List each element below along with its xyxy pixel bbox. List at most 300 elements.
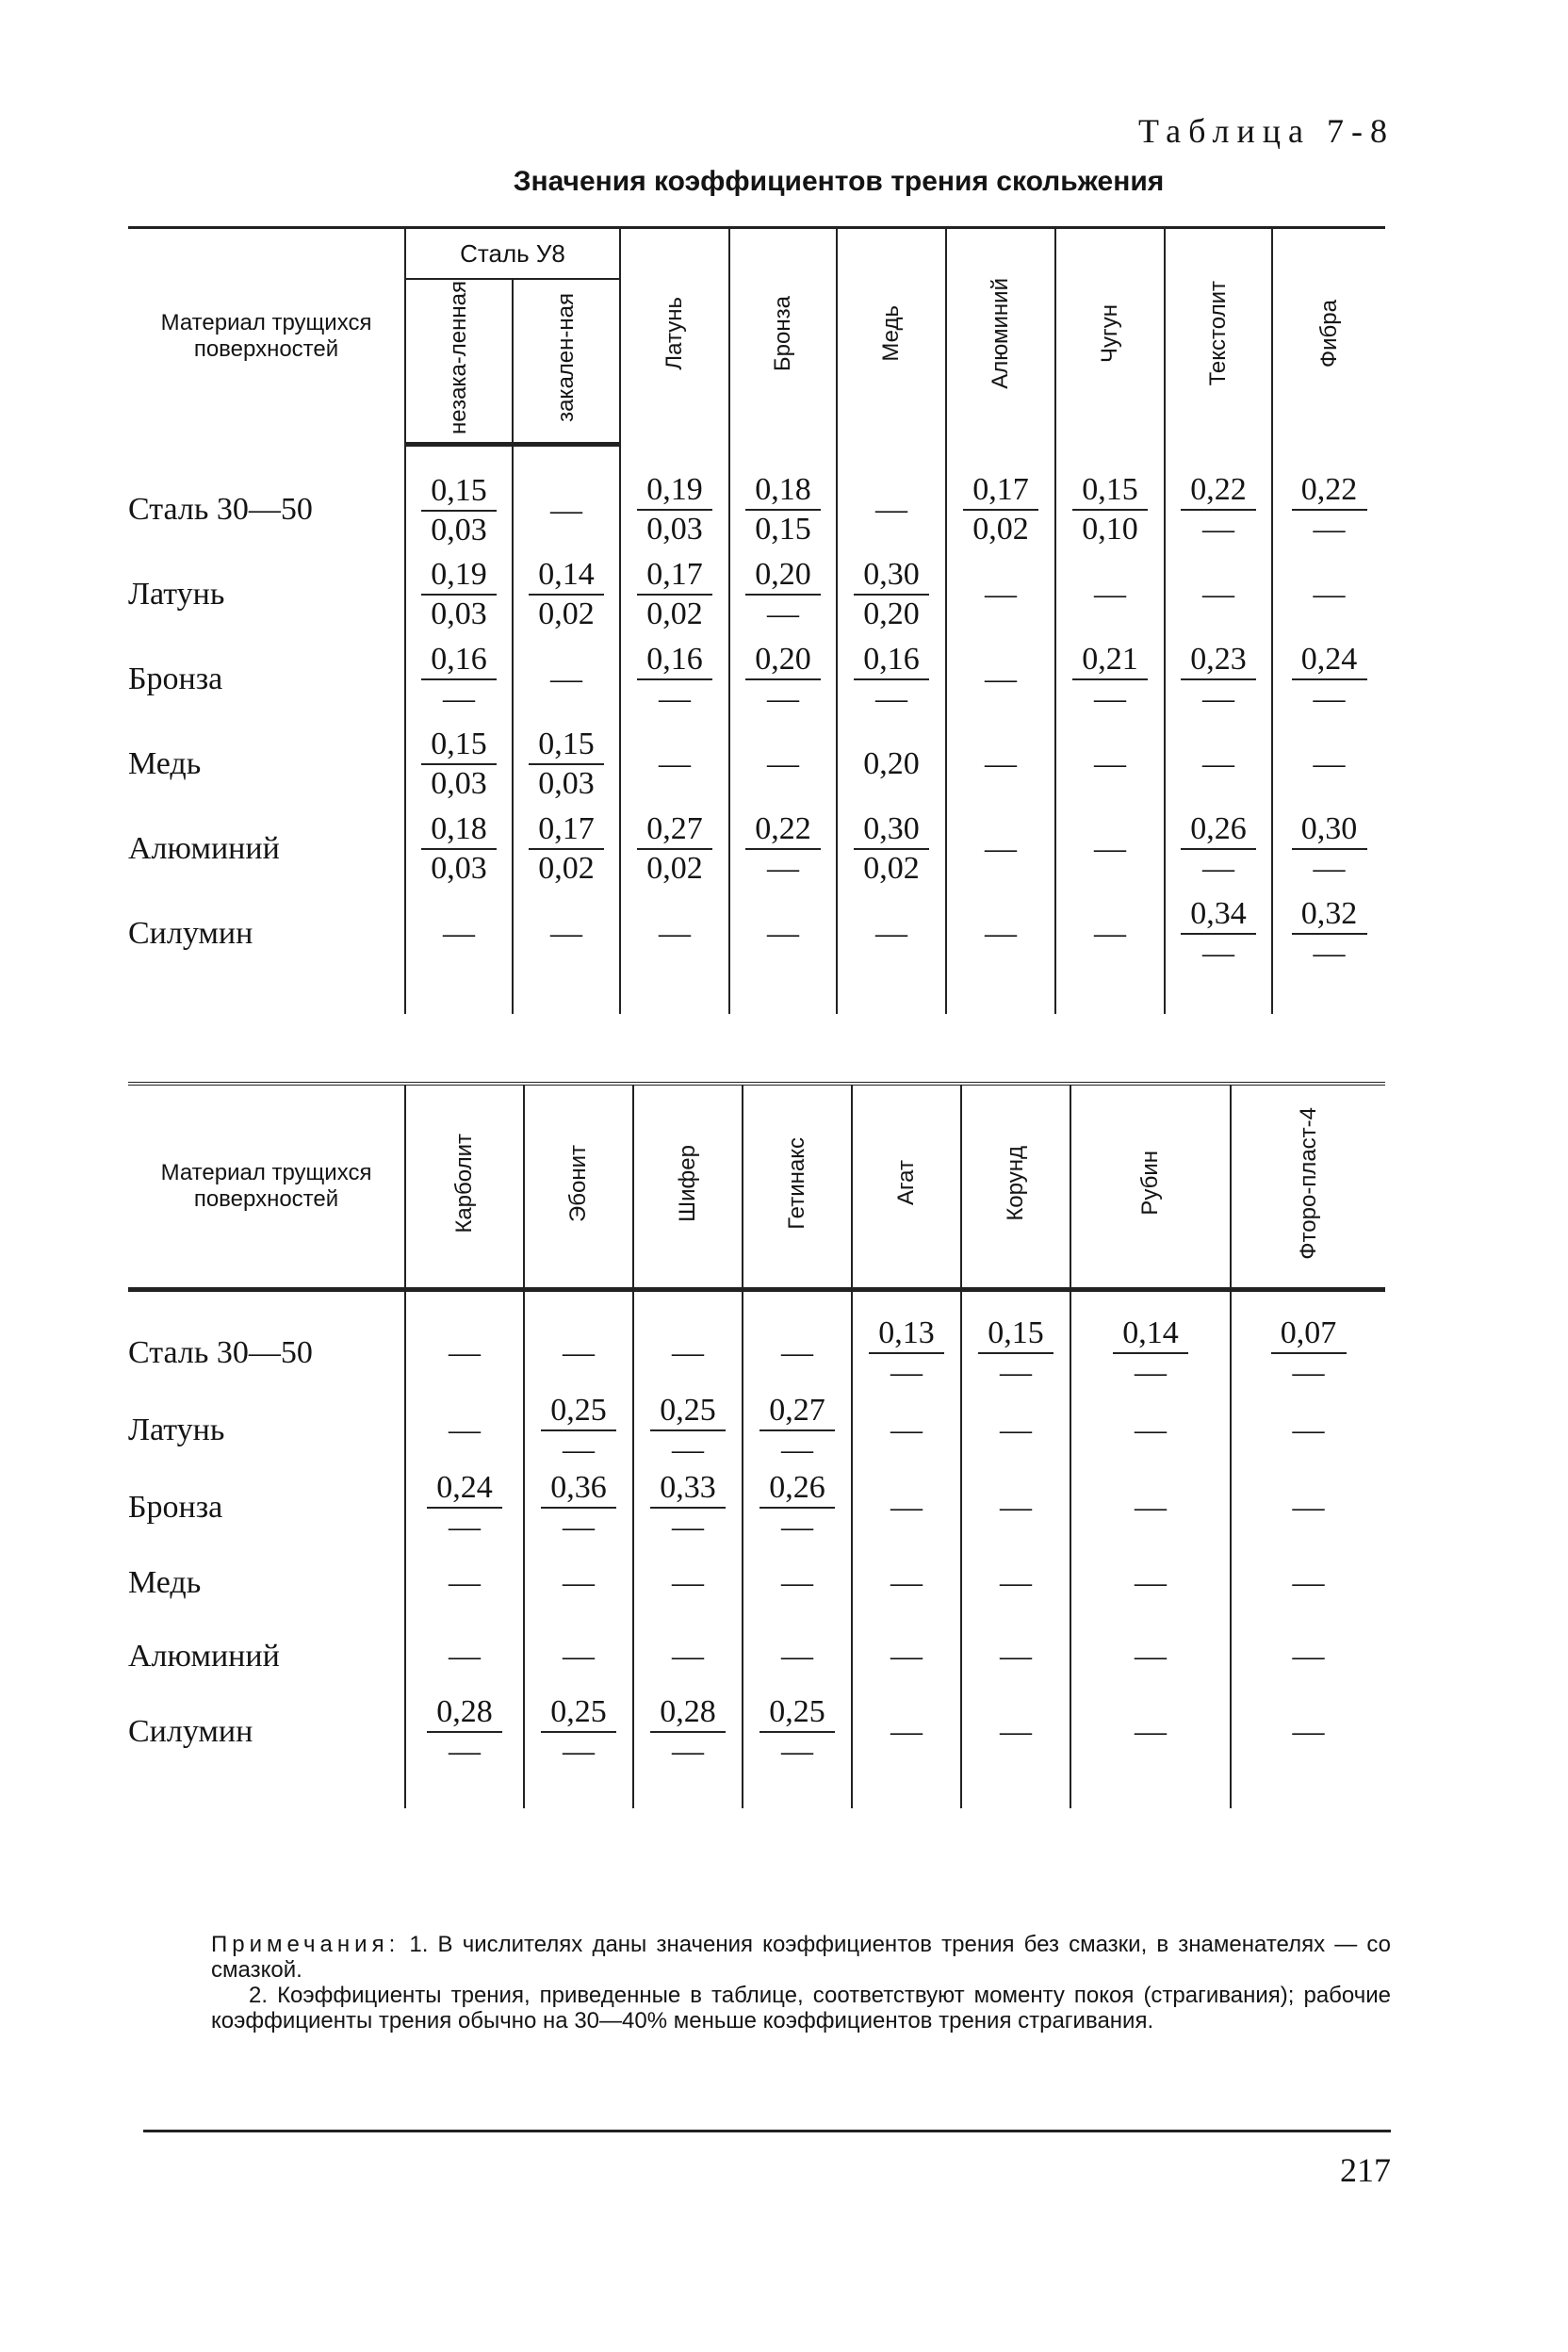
fraction-value	[854, 641, 929, 718]
table-cell	[1055, 445, 1165, 552]
table-cell	[1272, 807, 1385, 891]
table-cell	[961, 1290, 1070, 1393]
table-cell	[743, 1392, 852, 1469]
fraction-value	[1292, 641, 1367, 718]
numerator-dry: 0,25	[541, 1392, 616, 1431]
cell-value: —	[767, 915, 799, 951]
table1-col-header: Бронза	[729, 228, 837, 445]
numerator-dry: 0,18	[745, 471, 821, 511]
cell-value: —	[449, 1639, 481, 1674]
numerator-dry: 0,15	[421, 726, 497, 765]
denominator-lubricated: —	[659, 680, 691, 716]
fraction-value	[854, 810, 929, 888]
table-cell	[620, 637, 729, 722]
cell-value: —	[875, 491, 907, 527]
cell-value: —	[563, 1335, 595, 1370]
table-cell	[743, 1693, 852, 1808]
fraction-value	[541, 1693, 616, 1771]
denominator-lubricated: —	[1313, 680, 1346, 716]
table-cell	[946, 807, 1055, 891]
table-cell	[633, 1392, 743, 1469]
cell-value: —	[659, 915, 691, 951]
table-cell	[620, 722, 729, 807]
table-cell	[405, 1392, 524, 1469]
table-cell	[524, 1469, 633, 1546]
table-cell	[513, 807, 620, 891]
fraction-value	[529, 810, 604, 888]
denominator-lubricated: 0,10	[1082, 511, 1138, 547]
table2-col-header: Эбонит	[524, 1084, 633, 1290]
table-cell	[852, 1620, 961, 1693]
cell-value: —	[1000, 1413, 1032, 1447]
cell-value: —	[985, 745, 1017, 781]
table-cell	[620, 552, 729, 637]
fraction-value	[421, 472, 497, 549]
cell-value: —	[1135, 1490, 1167, 1525]
table-cell	[513, 445, 620, 552]
denominator-lubricated: —	[781, 1510, 813, 1544]
cell-value: —	[1094, 830, 1126, 866]
cell-value: —	[443, 915, 475, 951]
table-row	[128, 1469, 1385, 1546]
table-cell	[1070, 1620, 1231, 1693]
numerator-dry: 0,24	[1292, 641, 1367, 680]
cell-value: —	[781, 1565, 813, 1600]
table-row	[128, 552, 1385, 637]
denominator-lubricated: —	[1292, 1355, 1325, 1390]
numerator-dry: 0,30	[854, 556, 929, 596]
cell-value: —	[563, 1639, 595, 1674]
table-cell	[729, 807, 837, 891]
numerator-dry: 0,14	[529, 556, 604, 596]
table-cell	[633, 1469, 743, 1546]
table-cell	[961, 1469, 1070, 1546]
table-cell	[405, 637, 513, 722]
denominator-lubricated: —	[563, 1510, 595, 1544]
cell-value: —	[1292, 1413, 1325, 1447]
table-cell	[1272, 637, 1385, 722]
fraction-value	[869, 1315, 944, 1392]
table-cell	[946, 552, 1055, 637]
table-row	[128, 1620, 1385, 1693]
table-cell	[620, 445, 729, 552]
fraction-value	[1292, 895, 1367, 972]
numerator-dry: 0,20	[745, 556, 821, 596]
table-cell	[1070, 1469, 1231, 1546]
table-cell	[405, 445, 513, 552]
table-cell	[837, 891, 946, 1014]
table-cell	[1165, 637, 1272, 722]
table1-col-header: Медь	[837, 228, 946, 445]
table1-col-header: Алюминий	[946, 228, 1055, 445]
table-cell	[1272, 445, 1385, 552]
table-number-label: Таблица 7-8	[1138, 112, 1395, 150]
numerator-dry: 0,22	[1292, 471, 1367, 511]
fraction-value	[637, 641, 712, 718]
table1-col-header: Текстолит	[1165, 228, 1272, 445]
table-cell	[946, 891, 1055, 1014]
table1-col-header: Чугун	[1055, 228, 1165, 445]
table-cell	[961, 1620, 1070, 1693]
table-cell	[633, 1290, 743, 1393]
table-cell	[1231, 1469, 1385, 1546]
denominator-lubricated: —	[1202, 511, 1234, 547]
fraction-value	[760, 1693, 835, 1771]
numerator-dry: 0,32	[1292, 895, 1367, 935]
table-cell	[1055, 552, 1165, 637]
row-label: Медь	[128, 745, 202, 781]
table-cell	[852, 1392, 961, 1469]
table1-corner-header: Материал трущихся поверхностей	[160, 310, 372, 363]
table-cell	[405, 1546, 524, 1620]
cell-value: —	[1202, 745, 1234, 781]
table-cell	[729, 891, 837, 1014]
table1-body	[128, 445, 1385, 1014]
cell-value: —	[1313, 576, 1346, 612]
notes-heading: Примечания:	[211, 1932, 400, 1957]
table-cell	[852, 1290, 961, 1393]
row-label: Алюминий	[128, 1639, 280, 1674]
cell-value: —	[1135, 1413, 1167, 1447]
table-row	[128, 1546, 1385, 1620]
fraction-value	[1072, 641, 1148, 718]
denominator-lubricated: —	[1000, 1355, 1032, 1390]
numerator-dry: 0,25	[650, 1392, 726, 1431]
denominator-lubricated: —	[449, 1510, 481, 1544]
table2-body	[128, 1290, 1385, 1809]
fraction-value	[541, 1469, 616, 1546]
cell-value: —	[672, 1565, 704, 1600]
table2-corner-header: Материал трущихся поверхностей	[128, 1084, 405, 1290]
table-row	[128, 722, 1385, 807]
table2-col-header: Агат	[852, 1084, 961, 1290]
table-cell	[513, 552, 620, 637]
denominator-lubricated: 0,15	[755, 511, 811, 547]
table-cell	[633, 1693, 743, 1808]
numerator-dry: 0,30	[1292, 810, 1367, 850]
denominator-lubricated: 0,03	[538, 765, 595, 801]
fraction-value	[541, 1392, 616, 1469]
cell-value: —	[1094, 745, 1126, 781]
table-cell	[1165, 891, 1272, 1014]
table-cell	[729, 722, 837, 807]
numerator-dry: 0,34	[1181, 895, 1256, 935]
cell-value: —	[890, 1565, 923, 1600]
numerator-dry: 0,27	[760, 1392, 835, 1431]
fraction-value	[1072, 471, 1148, 548]
table1-col-header: закален-ная	[513, 279, 620, 445]
row-label: Сталь 30—50	[128, 1335, 313, 1370]
table-row	[128, 445, 1385, 552]
denominator-lubricated: —	[767, 596, 799, 631]
cell-value: —	[890, 1490, 923, 1525]
table-cell	[1165, 722, 1272, 807]
denominator-lubricated: —	[1202, 680, 1234, 716]
table-cell	[1231, 1693, 1385, 1808]
row-label: Бронза	[128, 1490, 223, 1525]
friction-table-metals	[128, 226, 1385, 1014]
denominator-lubricated: —	[1202, 935, 1234, 971]
cell-value: —	[672, 1639, 704, 1674]
note-2: 2. Коэффициенты трения, приведенные в таблице, соответствуют моменту покоя (страгивания); рабочие коэффициенты трения обычно на 30—40% меньше коэффициентов трения страгивания.	[211, 1983, 1391, 2034]
numerator-dry: 0,22	[745, 810, 821, 850]
table2-col-header: Карболит	[405, 1084, 524, 1290]
fraction-value	[1292, 471, 1367, 548]
friction-table-nonmetals	[128, 1082, 1385, 1808]
table-cell	[961, 1546, 1070, 1620]
cell-value: —	[875, 915, 907, 951]
denominator-lubricated: —	[875, 680, 907, 716]
table-cell	[946, 637, 1055, 722]
table-row	[128, 807, 1385, 891]
cell-value: —	[659, 745, 691, 781]
table-cell	[837, 637, 946, 722]
table2-col-header: Рубин	[1070, 1084, 1231, 1290]
fraction-value	[745, 810, 821, 888]
denominator-lubricated: 0,03	[431, 850, 487, 886]
table2-col-header: Шифер	[633, 1084, 743, 1290]
fraction-value	[421, 726, 497, 803]
table-cell	[513, 637, 620, 722]
cell-value: —	[563, 1565, 595, 1600]
denominator-lubricated: 0,02	[646, 850, 703, 886]
table-cell	[405, 1469, 524, 1546]
table-cell	[852, 1693, 961, 1808]
cell-value: —	[672, 1335, 704, 1370]
denominator-lubricated: —	[1313, 850, 1346, 886]
fraction-value	[1181, 471, 1256, 548]
row-label: Сталь 30—50	[128, 491, 313, 527]
table-cell	[837, 807, 946, 891]
table-cell	[852, 1469, 961, 1546]
denominator-lubricated: —	[767, 850, 799, 886]
fraction-value	[745, 641, 821, 718]
fraction-value	[427, 1693, 502, 1771]
table-cell	[405, 552, 513, 637]
numerator-dry: 0,15	[529, 726, 604, 765]
denominator-lubricated: 0,02	[863, 850, 920, 886]
table-cell	[620, 807, 729, 891]
row-label: Латунь	[128, 576, 225, 612]
cell-value: —	[1094, 576, 1126, 612]
table-cell	[620, 891, 729, 1014]
table-cell	[524, 1290, 633, 1393]
cell-value: —	[781, 1335, 813, 1370]
numerator-dry: 0,27	[637, 810, 712, 850]
row-label: Силумин	[128, 1714, 253, 1749]
table-cell	[837, 445, 946, 552]
numerator-dry: 0,16	[854, 641, 929, 680]
table-row	[128, 1392, 1385, 1469]
denominator-lubricated: 0,03	[431, 765, 487, 801]
numerator-dry: 0,26	[1181, 810, 1256, 850]
denominator-lubricated: —	[563, 1432, 595, 1467]
note-1: 1. В числителях даны значения коэффициентов трения без смазки, в знаменателях — со смазкой.	[211, 1932, 1391, 1983]
table-cell	[1231, 1290, 1385, 1393]
denominator-lubricated: —	[781, 1734, 813, 1769]
numerator-dry: 0,15	[978, 1315, 1054, 1354]
denominator-lubricated: 0,02	[972, 511, 1029, 547]
row-label: Латунь	[128, 1413, 225, 1447]
row-label: Силумин	[128, 915, 253, 951]
numerator-dry: 0,17	[637, 556, 712, 596]
table-cell	[1070, 1392, 1231, 1469]
table-cell	[1070, 1693, 1231, 1808]
fraction-value	[963, 471, 1038, 548]
denominator-lubricated: 0,03	[431, 512, 487, 547]
denominator-lubricated: —	[1094, 680, 1126, 716]
table-row	[128, 1290, 1385, 1393]
table-cell	[729, 552, 837, 637]
table-row	[128, 1693, 1385, 1808]
table-cell	[1165, 552, 1272, 637]
cell-value: —	[550, 915, 582, 951]
fraction-value	[760, 1392, 835, 1469]
cell-value: —	[1313, 745, 1346, 781]
table-cell	[1231, 1392, 1385, 1469]
table-cell	[405, 891, 513, 1014]
numerator-dry: 0,15	[1072, 471, 1148, 511]
denominator-lubricated: 0,02	[538, 850, 595, 886]
denominator-lubricated: —	[563, 1734, 595, 1769]
fraction-value	[1271, 1315, 1347, 1392]
cell-value: —	[890, 1714, 923, 1749]
denominator-lubricated: —	[1135, 1355, 1167, 1390]
page-number: 217	[1340, 2151, 1391, 2189]
fraction-value	[978, 1315, 1054, 1392]
numerator-dry: 0,24	[427, 1469, 502, 1509]
cell-value: —	[1000, 1565, 1032, 1600]
table-cell	[405, 1693, 524, 1808]
denominator-lubricated: 0,03	[431, 596, 487, 631]
denominator-lubricated: 0,20	[863, 596, 920, 631]
numerator-dry: 0,20	[745, 641, 821, 680]
table-cell	[524, 1546, 633, 1620]
table-cell	[1055, 722, 1165, 807]
cell-value: —	[550, 492, 582, 528]
numerator-dry: 0,25	[760, 1693, 835, 1733]
fraction-value	[650, 1392, 726, 1469]
fraction-value	[854, 556, 929, 633]
table2-col-header: Корунд	[961, 1084, 1070, 1290]
table-cell	[729, 637, 837, 722]
cell-value: —	[985, 915, 1017, 951]
cell-value: —	[1000, 1714, 1032, 1749]
table-notes	[211, 1932, 1391, 2034]
numerator-dry: 0,17	[529, 810, 604, 850]
numerator-dry: 0,16	[637, 641, 712, 680]
numerator-dry: 0,36	[541, 1469, 616, 1509]
cell-value: —	[985, 661, 1017, 696]
table-cell	[405, 722, 513, 807]
fraction-value	[529, 556, 604, 633]
numerator-dry: 0,07	[1271, 1315, 1347, 1354]
table-cell	[743, 1469, 852, 1546]
table-cell	[1272, 552, 1385, 637]
fraction-value	[650, 1693, 726, 1771]
denominator-lubricated: —	[443, 680, 475, 716]
table-cell	[1070, 1290, 1231, 1393]
fraction-value	[637, 810, 712, 888]
denominator-lubricated: —	[1202, 850, 1234, 886]
numerator-dry: 0,14	[1113, 1315, 1188, 1354]
table2-col-header: Гетинакс	[743, 1084, 852, 1290]
denominator-lubricated: —	[781, 1432, 813, 1467]
numerator-dry: 0,22	[1181, 471, 1256, 511]
fraction-value	[760, 1469, 835, 1546]
row-label: Бронза	[128, 661, 223, 696]
fraction-value	[421, 556, 497, 633]
table-cell	[743, 1620, 852, 1693]
table-cell	[513, 891, 620, 1014]
fraction-value	[1181, 641, 1256, 718]
fraction-value	[1181, 810, 1256, 888]
fraction-value	[1181, 895, 1256, 972]
fraction-value	[745, 471, 821, 548]
cell-value: —	[449, 1413, 481, 1447]
row-label: Алюминий	[128, 830, 280, 866]
denominator-lubricated: 0,02	[646, 596, 703, 631]
numerator-dry: 0,13	[869, 1315, 944, 1354]
table1-col-header: незака-ленная	[405, 279, 513, 445]
cell-value: —	[985, 830, 1017, 866]
numerator-dry: 0,30	[854, 810, 929, 850]
denominator-lubricated: —	[1313, 935, 1346, 971]
numerator-dry: 0,15	[421, 472, 497, 512]
numerator-dry: 0,28	[650, 1693, 726, 1733]
fraction-value	[427, 1469, 502, 1546]
table-cell	[1272, 722, 1385, 807]
fraction-value	[421, 810, 497, 888]
fraction-value	[745, 556, 821, 633]
cell-value: —	[1135, 1565, 1167, 1600]
cell-value: —	[449, 1335, 481, 1370]
table-cell	[852, 1546, 961, 1620]
table-cell	[1055, 891, 1165, 1014]
numerator-dry: 0,17	[963, 471, 1038, 511]
cell-value: —	[1292, 1639, 1325, 1674]
denominator-lubricated: —	[767, 680, 799, 716]
cell-value: —	[985, 576, 1017, 612]
table1-col-header: Латунь	[620, 228, 729, 445]
fraction-value	[421, 641, 497, 718]
numerator-dry: 0,16	[421, 641, 497, 680]
fraction-value	[529, 726, 604, 803]
cell-value: —	[1000, 1490, 1032, 1525]
table1-group-header-steel-u8: Сталь У8	[405, 228, 620, 280]
table-cell	[405, 1620, 524, 1693]
table-cell	[405, 807, 513, 891]
table-cell	[1055, 637, 1165, 722]
table-title: Значения коэффициентов трения скольжения	[513, 166, 1165, 197]
cell-value: —	[767, 745, 799, 781]
footer-rule	[143, 2130, 1391, 2132]
denominator-lubricated: 0,02	[538, 596, 595, 631]
numerator-dry: 0,33	[650, 1469, 726, 1509]
table-cell	[1272, 891, 1385, 1014]
table-cell	[743, 1546, 852, 1620]
cell-value: —	[1202, 576, 1234, 612]
table-cell	[743, 1290, 852, 1393]
fraction-value	[1292, 810, 1367, 888]
table-cell	[837, 722, 946, 807]
numerator-dry: 0,28	[427, 1693, 502, 1733]
table-row	[128, 637, 1385, 722]
row-label: Медь	[128, 1565, 202, 1600]
table-cell	[946, 445, 1055, 552]
fraction-value	[637, 556, 712, 633]
table-cell	[405, 1290, 524, 1393]
